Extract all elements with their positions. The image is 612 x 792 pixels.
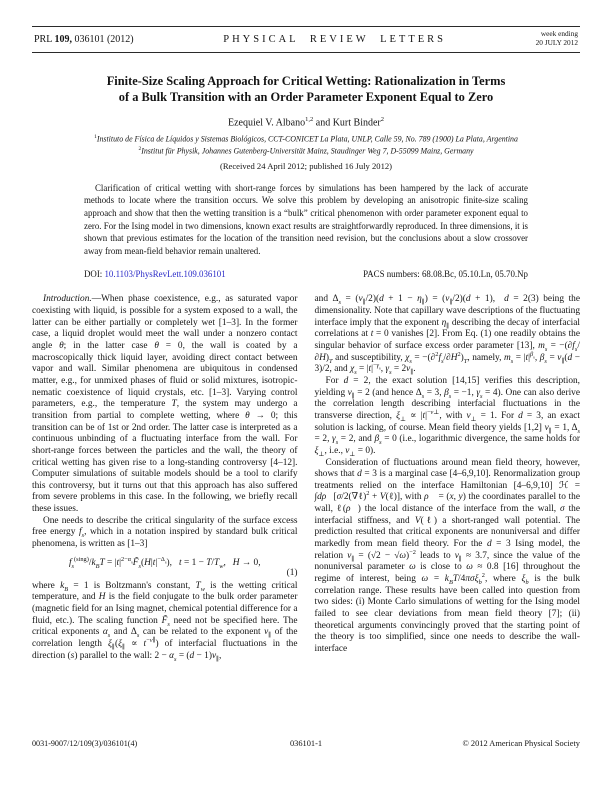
page-title xyxy=(32,74,580,105)
issn-identifier: 0031-9007/12/109(3)/036101(4) xyxy=(32,739,138,748)
paragraph-d2-exact: For d = 2, the exact solution [14,15] verifies this description, yielding $\nu_\parallel = 2$ (and hence $\Delta_s = 3$, $\beta_s = -1$, $\gamma_s = 4$). One can also derive the correlation length describing interfacial fluctuations in the transverse direction, $\xi_\perp \propto |t|^{-\nu\perp}$, with $\nu_\perp = 1$. For d = 3, an exact solution is lacking, of course. Mean field theory yields [1,2] $\nu_\parallel = 1$, $\Delta_s = 2$, $\gamma_s = 2$, and $\beta_s = 0$ (i.e., logarithmic divergence, the same holds for $\xi_\perp$, i.e., $\nu_\perp = 0$). xyxy=(314,375,580,458)
body-columns xyxy=(32,294,580,728)
week-ending xyxy=(536,30,578,47)
doi-line xyxy=(84,269,226,279)
paragraph-free-energy: One needs to describe the critical singularity of the surface excess free energy $f_s$, which in a notation inspired by standard bulk critical phenomena, is written as [1–3] xyxy=(32,515,298,550)
paragraph-exponents: and $\Delta_s = (\nu_\parallel/2)(d + 1 - \eta_\parallel) = (\nu_\parallel/2)(d + 1)$, d = 2(3) being the dimensionality. Note that capillary wave descriptions of the fluctuating interface imply that the exponent $\eta_\parallel$ describing the decay of interfacial correlations at t = 0 vanishes [2]. From Eq. (1) one readily obtains the singular behavior of surface excess order parameter [13], $m_s = -(\partial f_s/\partial H)_T$ and susceptibility, $\chi_s = -(\partial^2f_s/\partial H^2)_T$, namely, $m_s = |t|^{\beta_s}$, $\beta_s = \nu_\parallel(d - 3)/2$, and $\chi_s = |t|^{-\gamma_s}$, $\gamma_s = 2\nu_\parallel$. xyxy=(314,294,580,377)
affiliation-1: $^1$Instituto de Física de Líquidos y Sistemas Biológicos, CCT-CONICET La Plata, UNLP, Calle 59, No. 789 (1900) La Plata, Argentina xyxy=(94,134,518,144)
page-footer xyxy=(32,739,580,748)
week-ending-label: week ending xyxy=(540,29,578,39)
title-line-2: of a Bulk Transition with an Order Parameter Exponent Equal to Zero xyxy=(118,89,494,104)
title-line-1: Finite-Size Scaling Approach for Critical Wetting: Rationalization in Terms xyxy=(106,74,506,88)
pacs-numbers: PACS numbers: 68.08.Bc, 05.10.Ln, 05.70.Np xyxy=(363,269,528,280)
paragraph-fluctuations: Consideration of fluctuations around mean field theory, however, shows that d = 3 is a marginal case [4–6,9,10]. Renormalization group treatments relied on the interface Hamiltonian [4–6,9,10] ℋ = ∫dρ⃗[σ/2(∇ℓ)$^2$ + V(ℓ)], with ρ⃗ = (x, y) the coordinates parallel to the wall, ℓ(ρ⃗) the local distance of the interface from the wall, σ the interfacial stiffness, and V(ℓ) a short-ranged wall potential. The prediction resulted that critical exponents are nonuniversal and differ markedly from mean field theory. For the d = 3 Ising model, the relation $\nu_\parallel = (√2 - √\omega)^{-2}$ leads to $\nu_\parallel \approx 3.7$, since the value of the nonuniversal parameter ω is close to ω ≈ 0.8 [16] throughout the regime of interest, being $\omega = k_BT/4\pi\sigma\xi_b^2$, where $\xi_b$ is the bulk correlation range. These results have been called into question from two sides: (i) Monte Carlo simulations of wetting for the Ising model failed to see clear deviations from mean field theory [7]; (ii) theoretical arguments convincingly proved that the starting point of the theory is too simplified, since one needs to describe the wall-interface xyxy=(314,457,580,655)
right-column xyxy=(315,294,581,728)
left-column xyxy=(32,294,298,728)
journal-masthead xyxy=(32,26,580,53)
doi-pacs-row xyxy=(84,269,528,279)
equation-1-number: (1) xyxy=(286,567,298,578)
journal-name: PHYSICAL REVIEW LETTERS xyxy=(223,33,446,45)
doi-label: DOI: xyxy=(84,269,105,280)
affiliation-2: $^2$Institut für Physik, Johannes Gutenberg-Universität Mainz, Staudinger Weg 7, D-55099 Mainz, Germany xyxy=(138,145,474,156)
authors-line: Ezequiel V. Albano$^{1,2}$ and Kurt Binder$^2$ xyxy=(228,116,384,129)
abstract: Clarification of critical wetting with short-range forces by simulations has been hampered by the lack of accurate methods to locate where the transition occurs. We solve this problem by developing an anisotropic finite-size scaling approach and show that then the wetting transition is a “bulk” critical phenomenon with order parameter exponent equal to zero. For the Ising model in two dimensions, known exact results are straightforwardly reproduced. In three dimensions, it is shown that previous estimates for the location of the transition need revision, but the conclusions about a slow crossover away from mean-field behavior remain unaltered. xyxy=(84,182,528,256)
paragraph-where-kb: where $k_B = 1$ is Boltzmann's constant, $T_w$ is the wetting critical temperature, and H is the field conjugate to the bulk order parameter (magnetic field for an Ising magnet, chemical potential difference for a fluid, etc.). The scaling function $F̃_s$ need not be specified here. The critical exponents $\alpha_s$ and $\Delta_s$ can be related to the exponent $\nu_\parallel$ of the correlation length $\xi_\parallel(\xi_\parallel \propto t^{-\nu\parallel})$ of interfacial fluctuations in the direction (s) parallel to the wall: $2 - \alpha_s = (d - 1)\nu_\parallel$, xyxy=(32,580,298,663)
doi-link[interactable]: 10.1103/PhysRevLett.109.036101 xyxy=(104,269,226,280)
equation-1-body: $f_s^{(sing)}/k_BT$ = $|t|^{2-\alpha_s}F̃_s(H|t|^{-\Delta_s})$, $t = 1 - T/T_w$, H → 0, xyxy=(68,555,261,570)
copyright-notice: © 2012 American Physical Society xyxy=(462,739,580,748)
received-line: (Received 24 April 2012; published 16 July 2012) xyxy=(219,160,393,171)
page-number: 036101-1 xyxy=(289,739,323,748)
paragraph-introduction: Introduction.—When phase coexistence, e.g., as saturated vapor coexisting with liquid, is possible for a system exposed to a wall, the latter can be either partially or completely wet [1–3]. In the former case, a liquid droplet would meet the wall under a nonzero contact angle θ; in the latter case θ = 0, the wall is coated by a macroscopically thick liquid layer, avoiding direct contact between vapor and wall. Similar phenomena are ubiquitous in condensed matter, e.g., for unmixed phases of fluid or solid mixtures, isotropic-nematic coexistence of liquid crystals, etc. [1–3]. Varying control parameters, e.g., the temperature T, the system may undergo a transition from partial to complete wetting, where θ → 0; this transition can be of 1st or 2nd order. The latter case is interpreted as a continuous unbinding of a fluctuating interface from the wall. For short-range forces between the particles and the wall, the theory of critical wetting has given rise to a long-standing controversy [4–12]. Computer simulations of suitable models should be a tool to clarify this controversy, but it turns out that this approach has also suffered from severe problems in this case. In the following, we briefly recall these issues. xyxy=(32,294,298,515)
equation-1 xyxy=(32,555,298,579)
journal-citation: PRL 109, 036101 (2012) xyxy=(34,33,134,45)
affiliations xyxy=(32,133,580,155)
week-ending-date: 20 JULY 2012 xyxy=(535,38,578,47)
